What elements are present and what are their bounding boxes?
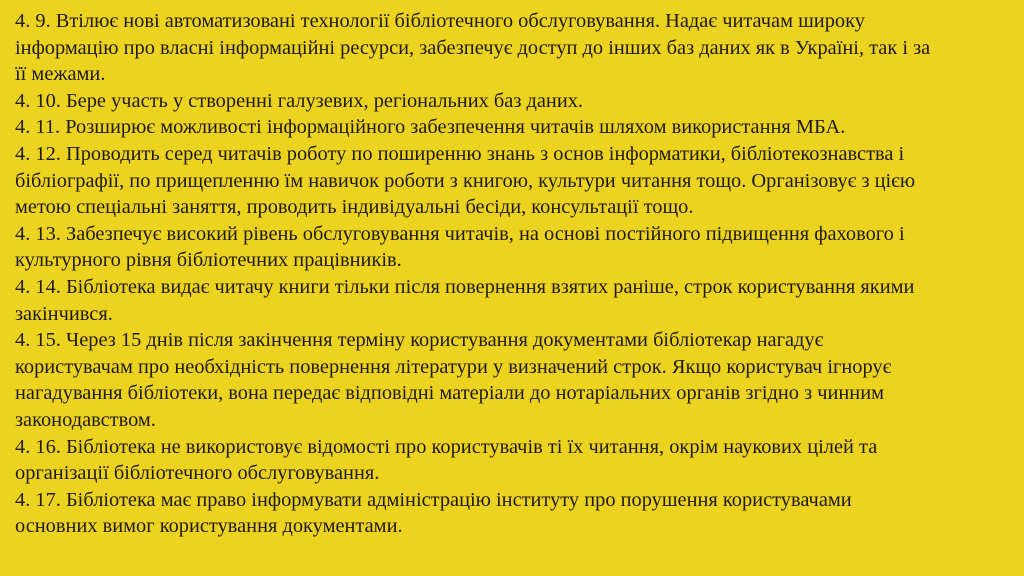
- text-line: 4. 10. Бере участь у створенні галузевих, регіональних баз даних.: [15, 89, 584, 112]
- text-line: організації бібліотечного обслуговування.: [15, 462, 380, 485]
- text-line: нагадування бібліотеки, вона передає відповідні матеріали до нотаріальних органів згідно з чинним: [15, 382, 885, 405]
- text-line: її межами.: [15, 63, 106, 86]
- text-line: бібліографії, по прищепленню їм навичок роботи з книгою, культури читання тощо. Організовує з цією: [15, 169, 916, 192]
- text-line: культурного рівня бібліотечних працівників.: [15, 249, 402, 272]
- text-line: користувачам про необхідність повернення літератури у визначений строк. Якщо користувач ігнорує: [15, 355, 892, 378]
- text-line: закінчився.: [15, 302, 113, 325]
- text-line: 4. 14. Бібліотека видає читачу книги тільки після повернення взятих раніше, строк користування якими: [15, 275, 915, 298]
- text-line: інформацію про власні інформаційні ресурси, забезпечує доступ до інших баз даних як в Україні, так і за: [15, 36, 931, 59]
- text-line: 4. 9. Втілює нові автоматизовані технології бібліотечного обслуговування. Надає читачам широку: [15, 10, 865, 32]
- text-line: 4. 12. Проводить серед читачів роботу по поширенню знань з основ інформатики, бібліотекознавства і: [15, 142, 905, 165]
- text-line: метою спеціальні заняття, проводить індивідуальні бесіди, консультації тощо.: [15, 196, 694, 219]
- text-line: 4. 16. Бібліотека не використовує відомості про користувачів ті їх читання, окрім наукових цілей та: [15, 435, 878, 458]
- text-line: законодавством.: [15, 408, 156, 431]
- text-line: 4. 17. Бібліотека має право інформувати адміністрацію інституту про порушення користувачами: [15, 488, 852, 511]
- text-line: 4. 11. Розширює можливості інформаційного забезпечення читачів шляхом використання МБА.: [15, 116, 846, 139]
- text-line: 4. 15. Через 15 днів після закінчення терміну користування документами бібліотекар нагадує: [15, 329, 824, 352]
- text-line: 4. 13. Забезпечує високий рівень обслуговування читачів, на основі постійного підвищення фахового і: [15, 222, 905, 245]
- text-line: основних вимог користування документами.: [15, 515, 403, 538]
